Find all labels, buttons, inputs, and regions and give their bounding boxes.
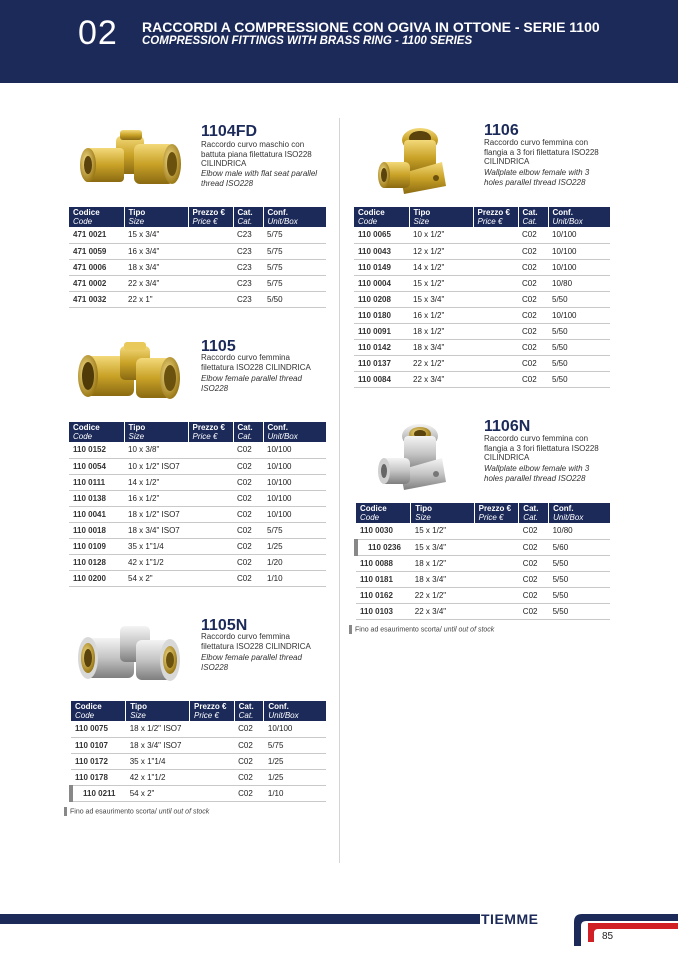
row-unit: 5/50 bbox=[549, 571, 610, 587]
table-row bbox=[354, 259, 610, 275]
product-code-1106: 1106 bbox=[484, 122, 519, 139]
table-row bbox=[69, 458, 326, 474]
col-header-unit: Conf. Unit/Box bbox=[549, 503, 610, 523]
col-header-code: Codice Code bbox=[71, 701, 126, 721]
brand-logo: TIEMME bbox=[481, 911, 539, 927]
row-code: 110 0178 bbox=[71, 769, 126, 785]
row-code: 110 0211 bbox=[71, 785, 126, 801]
product-table-1105n bbox=[69, 701, 326, 802]
col-header-price: Prezzo € Price € bbox=[188, 422, 233, 442]
row-price bbox=[474, 555, 519, 571]
row-size: 18 x 1/2" ISO7 bbox=[124, 506, 188, 522]
product-desc-it-1105n: Raccordo curvo femmina filettatura ISO228 CILINDRICA bbox=[201, 632, 311, 651]
row-unit: 1/10 bbox=[264, 785, 326, 801]
row-price bbox=[188, 570, 233, 586]
row-cat: C02 bbox=[234, 753, 264, 769]
brand-swoosh-icon bbox=[572, 912, 678, 948]
row-cat: C02 bbox=[518, 371, 548, 387]
table-row bbox=[356, 571, 610, 587]
row-price bbox=[474, 571, 519, 587]
product-desc-en-1105n: Elbow female parallel thread ISO228 bbox=[201, 653, 302, 672]
product-table-1104fd bbox=[69, 207, 326, 308]
row-cat: C23 bbox=[233, 291, 263, 307]
row-code: 110 0018 bbox=[69, 522, 124, 538]
col-header-code: Codice Code bbox=[69, 207, 124, 227]
col-header-cat: Cat. Cat. bbox=[519, 503, 549, 523]
row-code: 110 0200 bbox=[69, 570, 124, 586]
row-size: 54 x 2" bbox=[124, 570, 188, 586]
row-price bbox=[474, 523, 519, 539]
row-size: 16 x 1/2" bbox=[409, 307, 473, 323]
row-size: 15 x 3/4" bbox=[411, 539, 474, 555]
row-cat: C02 bbox=[233, 538, 263, 554]
stock-marker bbox=[349, 625, 352, 634]
table-row bbox=[69, 506, 326, 522]
row-unit: 5/50 bbox=[549, 603, 610, 619]
row-code: 110 0088 bbox=[356, 555, 411, 571]
product-desc-en-1106n: Wallplate elbow female with 3 holes parallel thread ISO228 bbox=[484, 464, 590, 483]
product-image-1105 bbox=[74, 338, 184, 410]
table-row bbox=[356, 603, 610, 619]
row-unit: 5/50 bbox=[548, 291, 610, 307]
table-row bbox=[354, 307, 610, 323]
table-row bbox=[69, 275, 326, 291]
row-price bbox=[473, 227, 518, 243]
row-size: 14 x 1/2" bbox=[124, 474, 188, 490]
row-unit: 5/60 bbox=[549, 539, 610, 555]
col-header-size: Tipo Size bbox=[126, 701, 190, 721]
table-row bbox=[69, 474, 326, 490]
product-desc-en-1106: Wallplate elbow female with 3 holes parallel thread ISO228 bbox=[484, 168, 590, 187]
product-desc-it-1106: Raccordo curvo femmina con flangia a 3 fori filettatura ISO228 CILINDRICA bbox=[484, 138, 599, 166]
table-row bbox=[356, 555, 610, 571]
section-title-it: RACCORDI A COMPRESSIONE CON OGIVA IN OTTONE - SERIE 1100 bbox=[142, 19, 600, 35]
row-code: 110 0137 bbox=[354, 355, 409, 371]
row-unit: 5/75 bbox=[263, 275, 326, 291]
row-price bbox=[190, 769, 235, 785]
table-row bbox=[71, 769, 326, 785]
product-table-1105 bbox=[69, 422, 326, 587]
table-row bbox=[354, 355, 610, 371]
row-size: 10 x 1/2" bbox=[409, 227, 473, 243]
row-cat: C02 bbox=[233, 506, 263, 522]
table-row bbox=[69, 570, 326, 586]
col-header-unit: Conf. Unit/Box bbox=[263, 207, 326, 227]
row-unit: 1/25 bbox=[264, 753, 326, 769]
row-code: 110 0107 bbox=[71, 737, 126, 753]
row-size: 18 x 1/2" ISO7 bbox=[126, 721, 190, 737]
row-price bbox=[188, 291, 233, 307]
table-row bbox=[354, 275, 610, 291]
row-price bbox=[188, 490, 233, 506]
row-cat: C02 bbox=[234, 785, 264, 801]
row-price bbox=[188, 275, 233, 291]
row-code: 110 0111 bbox=[69, 474, 124, 490]
row-price bbox=[188, 259, 233, 275]
row-cat: C02 bbox=[233, 474, 263, 490]
row-cat: C02 bbox=[233, 570, 263, 586]
row-unit: 10/100 bbox=[263, 474, 326, 490]
row-unit: 5/50 bbox=[548, 323, 610, 339]
row-code: 110 0065 bbox=[354, 227, 409, 243]
row-price bbox=[474, 603, 519, 619]
row-price bbox=[473, 307, 518, 323]
row-size: 22 x 1/2" bbox=[411, 587, 474, 603]
row-price bbox=[474, 587, 519, 603]
row-cat: C23 bbox=[233, 227, 263, 243]
row-unit: 10/100 bbox=[263, 458, 326, 474]
row-price bbox=[188, 227, 233, 243]
row-code: 110 0181 bbox=[356, 571, 411, 587]
row-price bbox=[188, 474, 233, 490]
row-cat: C02 bbox=[519, 523, 549, 539]
row-cat: C02 bbox=[518, 243, 548, 259]
stock-note-left: Fino ad esaurimento scorta/ until out of stock bbox=[64, 807, 209, 816]
row-unit: 10/100 bbox=[548, 227, 610, 243]
row-size: 18 x 1/2" bbox=[409, 323, 473, 339]
row-cat: C02 bbox=[519, 603, 549, 619]
product-code-1105: 1105 bbox=[201, 338, 236, 355]
row-code: 471 0006 bbox=[69, 259, 124, 275]
page-header bbox=[0, 0, 678, 83]
table-row bbox=[354, 371, 610, 387]
row-code: 110 0030 bbox=[356, 523, 411, 539]
row-code: 110 0172 bbox=[71, 753, 126, 769]
row-price bbox=[473, 291, 518, 307]
row-size: 15 x 3/4" bbox=[409, 291, 473, 307]
row-code: 110 0084 bbox=[354, 371, 409, 387]
row-size: 16 x 3/4" bbox=[124, 243, 188, 259]
row-price bbox=[190, 721, 235, 737]
row-size: 42 x 1"1/2 bbox=[126, 769, 190, 785]
row-unit: 5/75 bbox=[263, 243, 326, 259]
col-header-unit: Conf. Unit/Box bbox=[264, 701, 326, 721]
product-image-1106n bbox=[374, 418, 452, 494]
product-desc-it-1104fd: Raccordo curvo maschio con battuta piana filettatura ISO228 CILINDRICA bbox=[201, 140, 312, 168]
row-cat: C02 bbox=[519, 555, 549, 571]
row-code: 110 0109 bbox=[69, 538, 124, 554]
row-size: 18 x 3/4" bbox=[409, 339, 473, 355]
row-code: 471 0059 bbox=[69, 243, 124, 259]
col-header-code: Codice Code bbox=[354, 207, 409, 227]
row-unit: 10/100 bbox=[263, 490, 326, 506]
product-image-1105n bbox=[74, 618, 184, 692]
col-header-code: Codice Code bbox=[356, 503, 411, 523]
row-code: 471 0021 bbox=[69, 227, 124, 243]
row-code: 110 0152 bbox=[69, 442, 124, 458]
row-cat: C02 bbox=[518, 275, 548, 291]
row-cat: C02 bbox=[518, 259, 548, 275]
table-row bbox=[354, 291, 610, 307]
row-cat: C02 bbox=[518, 355, 548, 371]
row-unit: 5/75 bbox=[263, 259, 326, 275]
row-cat: C02 bbox=[518, 291, 548, 307]
table-row bbox=[71, 753, 326, 769]
row-size: 15 x 3/4" bbox=[124, 227, 188, 243]
row-cat: C02 bbox=[234, 721, 264, 737]
row-size: 22 x 3/4" bbox=[124, 275, 188, 291]
col-header-price: Prezzo € Price € bbox=[473, 207, 518, 227]
row-unit: 10/100 bbox=[548, 243, 610, 259]
table-row bbox=[69, 538, 326, 554]
row-price bbox=[473, 339, 518, 355]
product-table-1106n bbox=[354, 503, 610, 620]
product-code-1105n: 1105N bbox=[201, 617, 248, 634]
table-row bbox=[356, 539, 610, 555]
row-size: 10 x 1/2" ISO7 bbox=[124, 458, 188, 474]
row-code: 110 0041 bbox=[69, 506, 124, 522]
row-cat: C02 bbox=[518, 323, 548, 339]
col-header-price: Prezzo € Price € bbox=[188, 207, 233, 227]
row-size: 18 x 3/4" ISO7 bbox=[124, 522, 188, 538]
row-cat: C02 bbox=[233, 442, 263, 458]
col-header-cat: Cat. Cat. bbox=[518, 207, 548, 227]
row-cat: C02 bbox=[518, 339, 548, 355]
row-price bbox=[190, 785, 235, 801]
table-row bbox=[354, 243, 610, 259]
col-header-price: Prezzo € Price € bbox=[474, 503, 519, 523]
product-desc-en-1104fd: Elbow male with flat seat parallel thread ISO228 bbox=[201, 169, 318, 188]
row-unit: 10/100 bbox=[263, 442, 326, 458]
row-code: 110 0054 bbox=[69, 458, 124, 474]
row-code: 471 0032 bbox=[69, 291, 124, 307]
row-code: 110 0236 bbox=[356, 539, 411, 555]
row-unit: 5/50 bbox=[548, 339, 610, 355]
row-unit: 5/50 bbox=[549, 555, 610, 571]
row-size: 18 x 1/2" bbox=[411, 555, 474, 571]
row-price bbox=[473, 371, 518, 387]
row-cat: C02 bbox=[518, 307, 548, 323]
row-size: 22 x 1/2" bbox=[409, 355, 473, 371]
row-size: 12 x 1/2" bbox=[409, 243, 473, 259]
row-price bbox=[188, 243, 233, 259]
col-header-unit: Conf. Unit/Box bbox=[263, 422, 326, 442]
row-unit: 10/100 bbox=[548, 307, 610, 323]
row-price bbox=[473, 323, 518, 339]
row-size: 18 x 3/4" bbox=[411, 571, 474, 587]
row-size: 22 x 3/4" bbox=[411, 603, 474, 619]
row-cat: C02 bbox=[234, 769, 264, 785]
row-price bbox=[473, 275, 518, 291]
col-header-size: Tipo Size bbox=[124, 422, 188, 442]
row-size: 22 x 3/4" bbox=[409, 371, 473, 387]
row-cat: C02 bbox=[519, 539, 549, 555]
row-size: 35 x 1"1/4 bbox=[124, 538, 188, 554]
row-cat: C02 bbox=[519, 587, 549, 603]
table-row bbox=[356, 523, 610, 539]
col-header-cat: Cat. Cat. bbox=[233, 207, 263, 227]
row-price bbox=[188, 506, 233, 522]
row-size: 18 x 3/4" ISO7 bbox=[126, 737, 190, 753]
row-unit: 5/50 bbox=[548, 355, 610, 371]
row-price bbox=[473, 259, 518, 275]
row-price bbox=[474, 539, 519, 555]
row-unit: 10/100 bbox=[263, 506, 326, 522]
table-row bbox=[69, 291, 326, 307]
row-code: 471 0002 bbox=[69, 275, 124, 291]
row-price bbox=[473, 355, 518, 371]
row-code: 110 0180 bbox=[354, 307, 409, 323]
row-code: 110 0142 bbox=[354, 339, 409, 355]
row-code: 110 0091 bbox=[354, 323, 409, 339]
product-table-1106 bbox=[354, 207, 610, 388]
row-cat: C02 bbox=[234, 737, 264, 753]
col-header-price: Prezzo € Price € bbox=[190, 701, 235, 721]
row-unit: 5/75 bbox=[264, 737, 326, 753]
row-code: 110 0103 bbox=[356, 603, 411, 619]
table-row bbox=[71, 721, 326, 737]
row-size: 42 x 1"1/2 bbox=[124, 554, 188, 570]
row-cat: C02 bbox=[519, 571, 549, 587]
table-row bbox=[71, 737, 326, 753]
row-size: 16 x 1/2" bbox=[124, 490, 188, 506]
table-row bbox=[354, 339, 610, 355]
col-header-size: Tipo Size bbox=[124, 207, 188, 227]
row-size: 54 x 2" bbox=[126, 785, 190, 801]
row-size: 15 x 1/2" bbox=[409, 275, 473, 291]
product-image-1104fd bbox=[76, 126, 184, 196]
table-row bbox=[69, 522, 326, 538]
row-cat: C23 bbox=[233, 275, 263, 291]
row-code: 110 0075 bbox=[71, 721, 126, 737]
row-cat: C02 bbox=[233, 522, 263, 538]
row-unit: 10/80 bbox=[548, 275, 610, 291]
col-header-cat: Cat. Cat. bbox=[233, 422, 263, 442]
row-price bbox=[188, 538, 233, 554]
row-unit: 1/10 bbox=[263, 570, 326, 586]
product-desc-it-1105: Raccordo curvo femmina filettatura ISO228 CILINDRICA bbox=[201, 353, 311, 372]
table-row bbox=[69, 227, 326, 243]
row-unit: 10/100 bbox=[548, 259, 610, 275]
row-code: 110 0138 bbox=[69, 490, 124, 506]
row-cat: C02 bbox=[233, 490, 263, 506]
row-code: 110 0149 bbox=[354, 259, 409, 275]
product-code-1104fd: 1104FD bbox=[201, 123, 258, 140]
table-row bbox=[69, 554, 326, 570]
row-price bbox=[473, 243, 518, 259]
product-desc-it-1106n: Raccordo curvo femmina con flangia a 3 fori filettatura ISO228 CILINDRICA bbox=[484, 434, 599, 462]
product-code-1106n: 1106N bbox=[484, 418, 531, 435]
row-price bbox=[188, 554, 233, 570]
row-unit: 5/75 bbox=[263, 522, 326, 538]
row-unit: 1/20 bbox=[263, 554, 326, 570]
table-row bbox=[71, 785, 326, 801]
row-price bbox=[190, 753, 235, 769]
row-code: 110 0004 bbox=[354, 275, 409, 291]
product-desc-en-1105: Elbow female parallel thread ISO228 bbox=[201, 374, 302, 393]
table-row bbox=[69, 243, 326, 259]
row-unit: 1/25 bbox=[263, 538, 326, 554]
row-unit: 10/100 bbox=[264, 721, 326, 737]
row-unit: 5/50 bbox=[549, 587, 610, 603]
row-size: 14 x 1/2" bbox=[409, 259, 473, 275]
row-code: 110 0128 bbox=[69, 554, 124, 570]
stock-note-right: Fino ad esaurimento scorta/ until out of stock bbox=[349, 625, 494, 634]
table-row bbox=[354, 227, 610, 243]
row-code: 110 0043 bbox=[354, 243, 409, 259]
row-code: 110 0208 bbox=[354, 291, 409, 307]
table-row bbox=[356, 587, 610, 603]
row-unit: 1/25 bbox=[264, 769, 326, 785]
col-header-size: Tipo Size bbox=[409, 207, 473, 227]
col-header-cat: Cat. Cat. bbox=[234, 701, 264, 721]
col-header-unit: Conf. Unit/Box bbox=[548, 207, 610, 227]
section-number: 02 bbox=[78, 14, 118, 52]
row-size: 10 x 3/8" bbox=[124, 442, 188, 458]
row-unit: 10/80 bbox=[549, 523, 610, 539]
row-size: 35 x 1"1/4 bbox=[126, 753, 190, 769]
row-price bbox=[188, 522, 233, 538]
row-unit: 5/75 bbox=[263, 227, 326, 243]
row-cat: C23 bbox=[233, 259, 263, 275]
row-code: 110 0162 bbox=[356, 587, 411, 603]
row-unit: 5/50 bbox=[548, 371, 610, 387]
table-row bbox=[69, 442, 326, 458]
row-size: 22 x 1" bbox=[124, 291, 188, 307]
row-cat: C02 bbox=[233, 458, 263, 474]
col-header-size: Tipo Size bbox=[411, 503, 474, 523]
table-row bbox=[69, 259, 326, 275]
row-unit: 5/50 bbox=[263, 291, 326, 307]
row-price bbox=[188, 458, 233, 474]
section-title-en: COMPRESSION FITTINGS WITH BRASS RING - 1100 SERIES bbox=[142, 35, 473, 47]
row-size: 15 x 1/2" bbox=[411, 523, 474, 539]
col-header-code: Codice Code bbox=[69, 422, 124, 442]
row-price bbox=[190, 737, 235, 753]
row-price bbox=[188, 442, 233, 458]
row-cat: C02 bbox=[518, 227, 548, 243]
table-row bbox=[69, 490, 326, 506]
row-size: 18 x 3/4" bbox=[124, 259, 188, 275]
stock-marker bbox=[64, 807, 67, 816]
row-cat: C02 bbox=[233, 554, 263, 570]
row-cat: C23 bbox=[233, 243, 263, 259]
product-image-1106 bbox=[374, 122, 452, 198]
page-number: 85 bbox=[602, 931, 614, 942]
table-row bbox=[354, 323, 610, 339]
column-divider bbox=[339, 118, 340, 863]
